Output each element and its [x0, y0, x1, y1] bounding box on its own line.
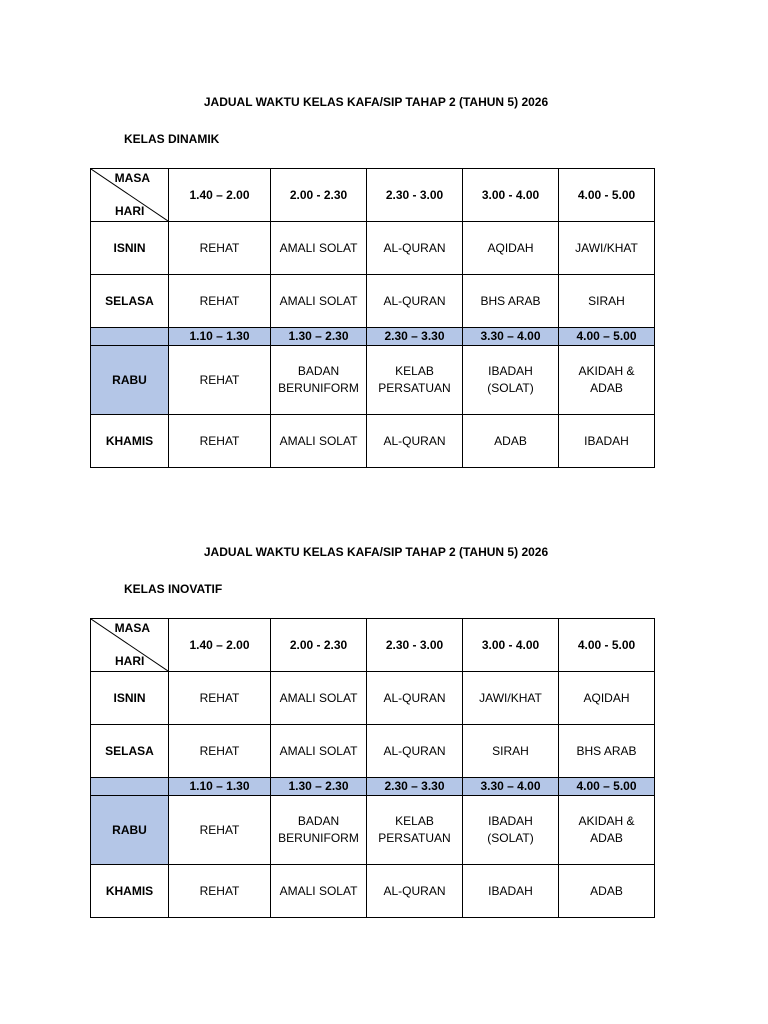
timetable-inovatif	[90, 618, 655, 918]
day-label: KHAMIS	[91, 415, 169, 468]
subject-cell: AMALI SOLAT	[271, 415, 367, 468]
day-row-rabu	[91, 346, 655, 415]
subject-cell: AL-QURAN	[367, 865, 463, 918]
subject-cell: IBADAH	[463, 865, 559, 918]
time-slot-header: 3.30 – 4.00	[463, 778, 559, 796]
subject-cell: BADAN BERUNIFORM	[271, 346, 367, 415]
subject-cell: ADAB	[559, 865, 655, 918]
subject-cell: AMALI SOLAT	[271, 725, 367, 778]
masa-hari-corner-cell	[91, 169, 169, 222]
timetable-title: JADUAL WAKTU KELAS KAFA/SIP TAHAP 2 (TAHUN 5) 2026	[203, 545, 549, 559]
masa-label: MASA	[114, 621, 150, 635]
subject-cell: REHAT	[169, 275, 271, 328]
time-slot-header: 1.40 – 2.00	[169, 619, 271, 672]
time-slot-header: 1.30 – 2.30	[271, 328, 367, 346]
subject-cell: AKIDAH & ADAB	[559, 796, 655, 865]
subject-cell: REHAT	[169, 865, 271, 918]
day-label: SELASA	[91, 725, 169, 778]
time-slot-header: 4.00 - 5.00	[559, 619, 655, 672]
time-slot-header: 1.10 – 1.30	[169, 778, 271, 796]
hari-label: HARI	[115, 654, 145, 668]
subject-cell: BHS ARAB	[559, 725, 655, 778]
time-slot-header: 1.40 – 2.00	[169, 169, 271, 222]
subject-cell: BADAN BERUNIFORM	[271, 796, 367, 865]
day-label: ISNIN	[91, 222, 169, 275]
class-name-label: KELAS DINAMIK	[124, 132, 220, 146]
day-label: RABU	[91, 346, 169, 415]
subject-cell: JAWI/KHAT	[463, 672, 559, 725]
subject-cell: AMALI SOLAT	[271, 275, 367, 328]
subject-cell: REHAT	[169, 796, 271, 865]
wednesday-time-row	[91, 328, 655, 346]
time-slot-header: 4.00 – 5.00	[559, 328, 655, 346]
subject-cell: ADAB	[463, 415, 559, 468]
time-header-row	[91, 169, 655, 222]
subject-cell: IBADAH	[559, 415, 655, 468]
time-row-blank-cell	[91, 328, 169, 346]
subject-cell: AL-QURAN	[367, 725, 463, 778]
masa-label: MASA	[114, 171, 150, 185]
day-row-rabu	[91, 796, 655, 865]
subject-cell: SIRAH	[559, 275, 655, 328]
subject-cell: REHAT	[169, 222, 271, 275]
hari-label: HARI	[115, 204, 145, 218]
day-label: RABU	[91, 796, 169, 865]
day-row-khamis	[91, 415, 655, 468]
day-label: SELASA	[91, 275, 169, 328]
subject-cell: REHAT	[169, 725, 271, 778]
subject-cell: IBADAH (SOLAT)	[463, 796, 559, 865]
masa-hari-corner-cell	[91, 619, 169, 672]
subject-cell: AL-QURAN	[367, 222, 463, 275]
day-row-isnin	[91, 672, 655, 725]
time-slot-header: 3.30 – 4.00	[463, 328, 559, 346]
subject-cell: REHAT	[169, 346, 271, 415]
time-slot-header: 3.00 - 4.00	[463, 619, 559, 672]
subject-cell: AMALI SOLAT	[271, 865, 367, 918]
time-slot-header: 2.30 – 3.30	[367, 778, 463, 796]
class-name-label: KELAS INOVATIF	[124, 582, 223, 596]
subject-cell: AL-QURAN	[367, 672, 463, 725]
time-slot-header: 4.00 – 5.00	[559, 778, 655, 796]
time-slot-header: 3.00 - 4.00	[463, 169, 559, 222]
timetable-title: JADUAL WAKTU KELAS KAFA/SIP TAHAP 2 (TAHUN 5) 2026	[203, 95, 549, 109]
day-row-isnin	[91, 222, 655, 275]
wednesday-time-row	[91, 778, 655, 796]
subject-cell: SIRAH	[463, 725, 559, 778]
subject-cell: AL-QURAN	[367, 275, 463, 328]
day-row-khamis	[91, 865, 655, 918]
subject-cell: AQIDAH	[559, 672, 655, 725]
time-slot-header: 4.00 - 5.00	[559, 169, 655, 222]
timetable-dinamik	[90, 168, 655, 468]
time-slot-header: 2.00 - 2.30	[271, 619, 367, 672]
subject-cell: JAWI/KHAT	[559, 222, 655, 275]
time-slot-header: 2.00 - 2.30	[271, 169, 367, 222]
subject-cell: AKIDAH & ADAB	[559, 346, 655, 415]
time-slot-header: 2.30 - 3.00	[367, 619, 463, 672]
time-header-row	[91, 619, 655, 672]
subject-cell: AQIDAH	[463, 222, 559, 275]
subject-cell: KELAB PERSATUAN	[367, 796, 463, 865]
subject-cell: REHAT	[169, 415, 271, 468]
subject-cell: BHS ARAB	[463, 275, 559, 328]
day-row-selasa	[91, 725, 655, 778]
time-slot-header: 1.30 – 2.30	[271, 778, 367, 796]
day-label: KHAMIS	[91, 865, 169, 918]
day-row-selasa	[91, 275, 655, 328]
day-label: ISNIN	[91, 672, 169, 725]
subject-cell: AL-QURAN	[367, 415, 463, 468]
subject-cell: IBADAH (SOLAT)	[463, 346, 559, 415]
time-slot-header: 1.10 – 1.30	[169, 328, 271, 346]
time-slot-header: 2.30 – 3.30	[367, 328, 463, 346]
subject-cell: AMALI SOLAT	[271, 222, 367, 275]
time-row-blank-cell	[91, 778, 169, 796]
subject-cell: REHAT	[169, 672, 271, 725]
time-slot-header: 2.30 - 3.00	[367, 169, 463, 222]
subject-cell: AMALI SOLAT	[271, 672, 367, 725]
subject-cell: KELAB PERSATUAN	[367, 346, 463, 415]
